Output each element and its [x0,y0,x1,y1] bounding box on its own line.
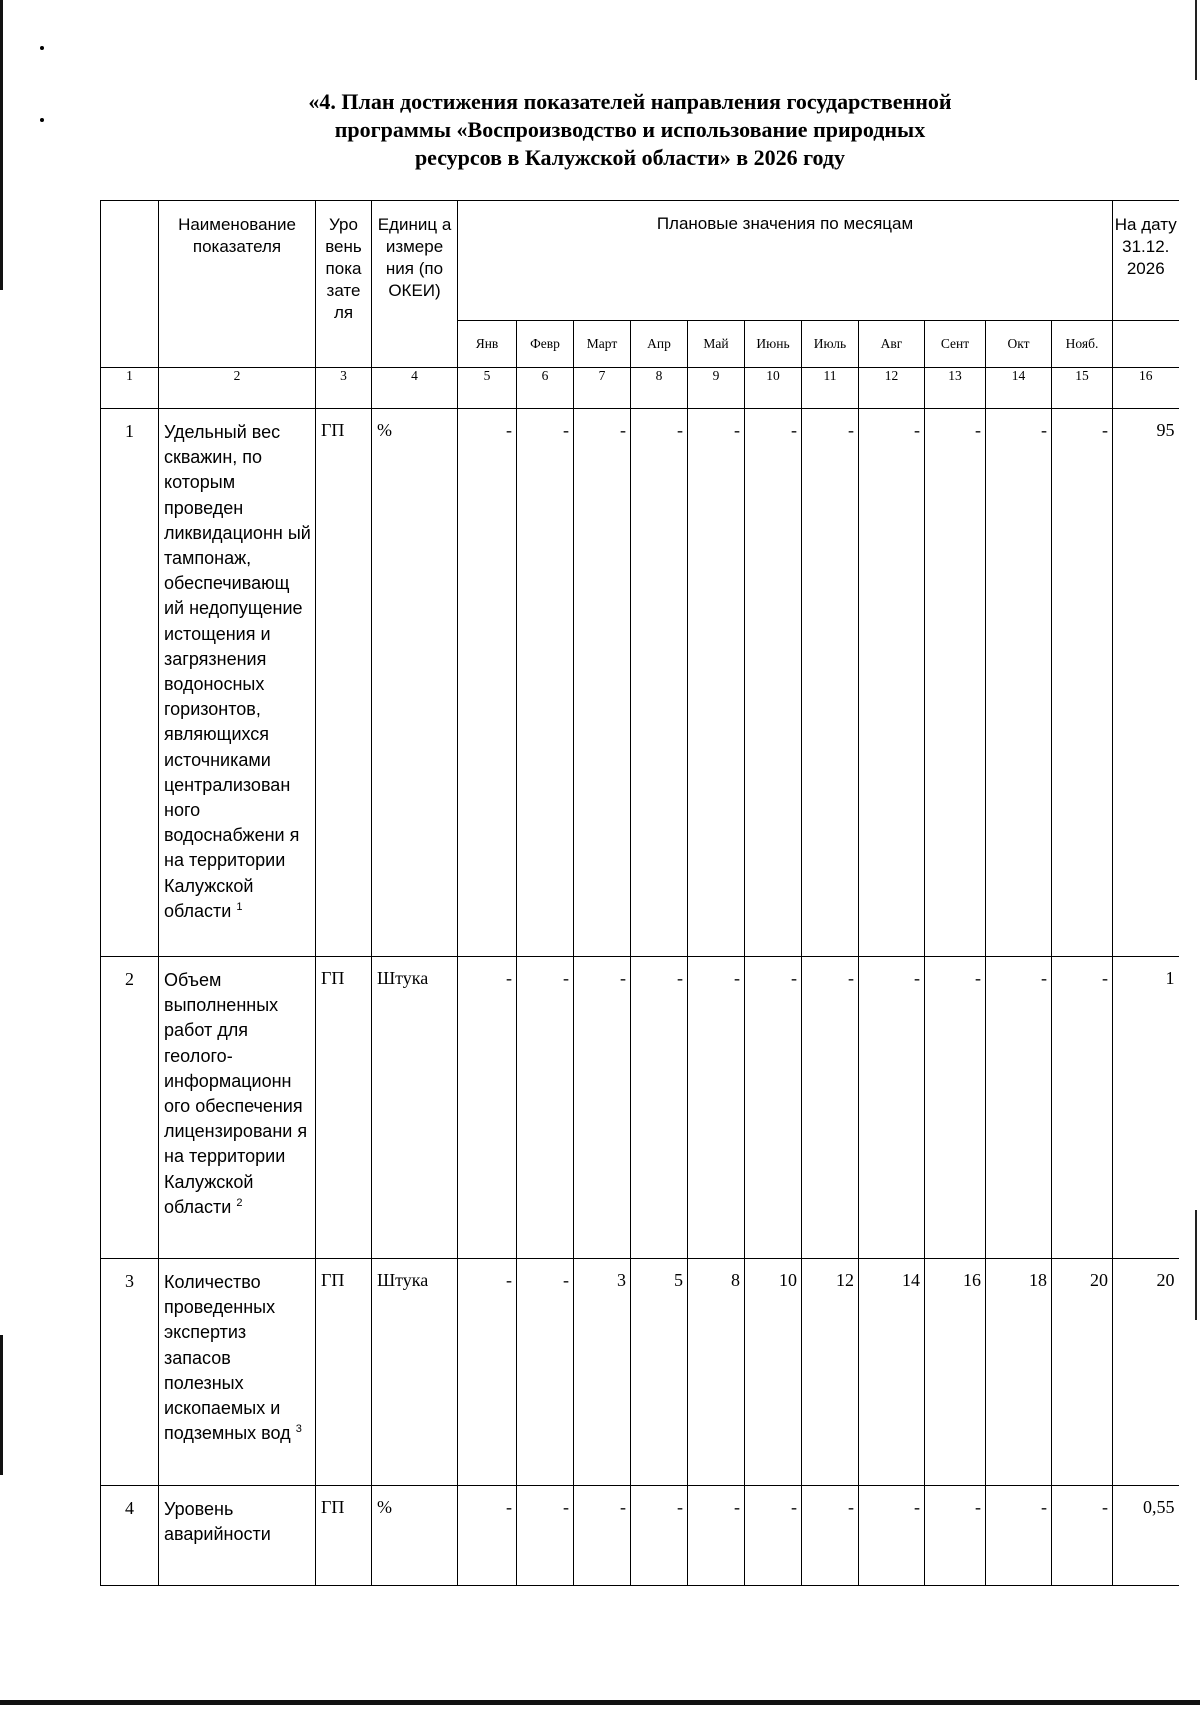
month-value: - [517,1259,574,1486]
column-number: 10 [745,368,802,409]
title-line-3: ресурсов в Калужской области» в 2026 году [414,145,846,170]
indicator-unit: Штука [372,957,458,1259]
header-level: Уро вень пока зате ля [316,201,372,368]
column-number: 13 [925,368,986,409]
month-value: - [802,1486,859,1586]
indicator-name-text: Объем выполненных работ для геолого- информационн ого обеспечения лицензировани я на территории Калужской области [164,970,308,1217]
header-month: Май [688,321,745,368]
month-value: - [574,957,631,1259]
month-value: - [631,409,688,957]
indicator-level: ГП [316,1486,372,1586]
header-month: Июнь [745,321,802,368]
month-value: - [859,1486,925,1586]
month-value: - [802,409,859,957]
header-month: Апр [631,321,688,368]
month-value: - [688,957,745,1259]
scan-speck [40,46,44,50]
header-month: Авг [859,321,925,368]
month-value: - [859,409,925,957]
header-month: Сент [925,321,986,368]
row-index: 4 [101,1486,159,1586]
month-value: - [1052,1486,1113,1586]
scan-bottom-bar [0,1700,1200,1705]
column-number: 9 [688,368,745,409]
row-index: 2 [101,957,159,1259]
column-number: 16 [1113,368,1179,409]
scan-edge-left-lower [0,1335,3,1475]
month-value: - [859,957,925,1259]
indicator-unit: % [372,409,458,957]
row-index: 3 [101,1259,159,1486]
month-value: - [986,409,1052,957]
header-month: Нояб. [1052,321,1113,368]
month-value: 18 [986,1259,1052,1486]
scan-speck [40,118,44,122]
month-value: - [925,409,986,957]
month-value: 16 [925,1259,986,1486]
month-value: - [517,409,574,957]
footnote-marker: 1 [236,900,243,913]
month-value: - [458,1486,517,1586]
header-at-date: На дату 31.12. 2026 [1113,201,1179,321]
column-number: 8 [631,368,688,409]
month-value: - [458,409,517,957]
column-number: 15 [1052,368,1113,409]
indicator-name [159,957,316,1259]
indicator-level: ГП [316,1259,372,1486]
month-value: 20 [1052,1259,1113,1486]
month-value: - [688,409,745,957]
month-value: 14 [859,1259,925,1486]
header-month: Окт [986,321,1052,368]
month-value: - [517,1486,574,1586]
indicator-unit: % [372,1486,458,1586]
month-value: - [1052,409,1113,957]
month-value: - [745,1486,802,1586]
month-value: - [458,957,517,1259]
month-value: 10 [745,1259,802,1486]
month-value: - [1052,957,1113,1259]
column-number: 12 [859,368,925,409]
indicator-name-text: Уровень аварийности [164,1499,271,1545]
month-value: - [925,1486,986,1586]
title-line-2: программы «Воспроизводство и использование природных [334,117,926,142]
month-value: - [986,1486,1052,1586]
month-value: - [517,957,574,1259]
header-plan-months: Плановые значения по месяцам [458,201,1113,321]
column-number: 4 [372,368,458,409]
table-row [101,1259,1179,1486]
indicator-name [159,409,316,957]
month-value: 8 [688,1259,745,1486]
table-row [101,409,1179,957]
month-value: - [925,957,986,1259]
indicator-name [159,1259,316,1486]
scan-edge-right-lower [1195,1210,1197,1320]
header-month: Февр [517,321,574,368]
month-value: - [745,409,802,957]
footnote-marker: 3 [295,1423,302,1436]
indicator-name-text: Удельный вес скважин, по которым проведен ликвидационн ый тампонаж, обеспечивающ ий недопущение истощения и загрязнения водоносных горизонтов, являющихся источниками централизован ного водоснабжени я на территории Калужской области [164,422,311,921]
header-unit: Единиц а измере ния (по ОКЕИ) [372,201,458,368]
indicator-level: ГП [316,957,372,1259]
header-month: Июль [802,321,859,368]
footnote-marker: 2 [236,1196,243,1209]
header-index [101,201,159,368]
indicator-unit: Штука [372,1259,458,1486]
scan-edge-left [0,0,3,290]
column-number: 14 [986,368,1052,409]
month-value: - [574,409,631,957]
indicators-table [100,200,1179,1586]
indicator-name-text: Количество проведенных экспертиз запасов полезных ископаемых и подземных вод [164,1272,291,1444]
header-month: Март [574,321,631,368]
month-value: 5 [631,1259,688,1486]
column-number: 2 [159,368,316,409]
month-value: - [574,1486,631,1586]
month-value: - [802,957,859,1259]
month-value: 3 [574,1259,631,1486]
table-row [101,1486,1179,1586]
month-value: - [458,1259,517,1486]
title-line-1: «4. План достижения показателей направления государственной [308,89,952,114]
column-number: 6 [517,368,574,409]
month-value: - [631,1486,688,1586]
month-value: - [631,957,688,1259]
month-value: - [688,1486,745,1586]
at-date-value: 95 [1113,409,1179,957]
month-value: - [986,957,1052,1259]
at-date-value: 0,55 [1113,1486,1179,1586]
header-name: Наименование показателя [159,201,316,368]
document-title [150,88,1110,172]
column-number: 5 [458,368,517,409]
header-at-date-lower [1113,321,1179,368]
at-date-value: 20 [1113,1259,1179,1486]
at-date-value: 1 [1113,957,1179,1259]
column-number: 3 [316,368,372,409]
indicator-name [159,1486,316,1586]
month-value: 12 [802,1259,859,1486]
indicator-level: ГП [316,409,372,957]
column-number: 1 [101,368,159,409]
scan-edge-right [1195,0,1197,80]
row-index: 1 [101,409,159,957]
column-number: 11 [802,368,859,409]
month-value: - [745,957,802,1259]
table-row [101,957,1179,1259]
header-month: Янв [458,321,517,368]
column-number: 7 [574,368,631,409]
